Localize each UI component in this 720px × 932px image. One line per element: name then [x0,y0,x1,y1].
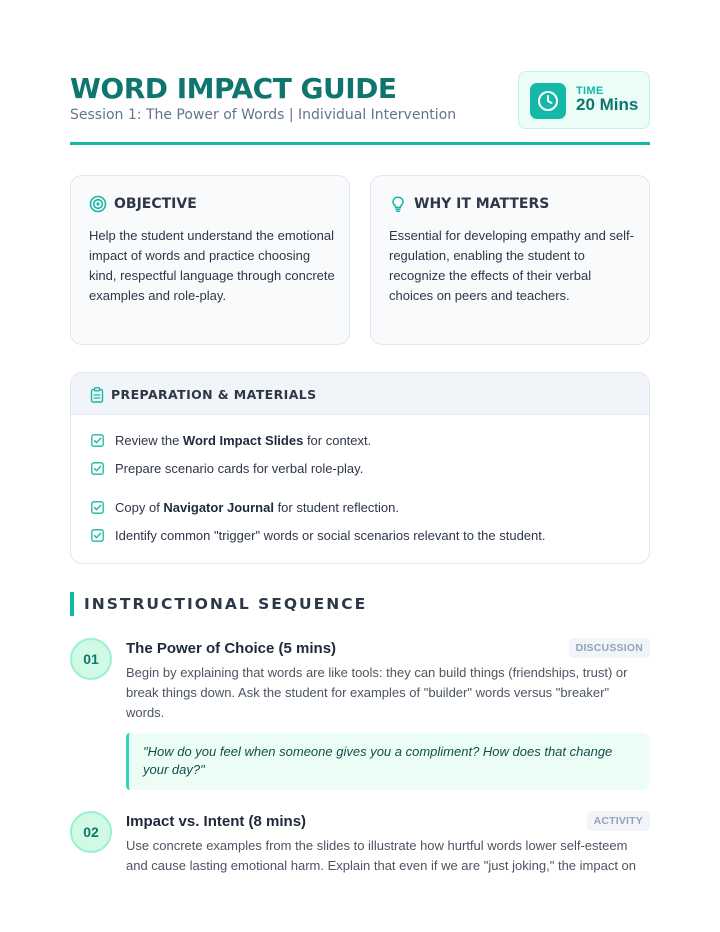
checklist-text: Identify common "trigger" words or social scenarios relevant to the student. [115,527,546,543]
target-icon [89,195,107,213]
step-type-tag: ACTIVITY [587,811,650,831]
why-text: Essential for developing empathy and self-regulation, enabling the student to recognize the effects of their verbal choices on peers and teachers. [389,228,634,303]
step-title: The Power of Choice (5 mins) [126,640,337,657]
clock-icon [530,83,566,119]
step-type-tag: DISCUSSION [569,638,650,658]
step-number-badge: 02 [70,811,112,853]
objective-text: Help the student understand the emotional impact of words and practice choosing kind, respectful language through concrete examples and role-play. [89,228,335,303]
step-description: Begin by explaining that words are like tools: they can build things (friendships, trust) or break things down. Ask the student for examples of "builder" words versus "breaker" words. [126,665,628,720]
checkbox-checked-icon [91,501,104,514]
preparation-title: PREPARATION & MATERIALS [111,387,317,402]
checkbox-checked-icon [91,529,104,542]
sequence-title: INSTRUCTIONAL SEQUENCE [84,595,368,613]
checklist-highlight: Word Impact Slides [182,432,304,448]
objective-card [70,175,350,345]
time-label: TIME [576,85,604,97]
step-title: Impact vs. Intent (8 mins) [126,813,307,830]
time-badge [518,71,650,129]
page-subtitle: Session 1: The Power of Words | Individual Intervention [70,107,457,123]
checklist-text: Prepare scenario cards for verbal role-play. [115,460,364,476]
why-title: WHY IT MATTERS [414,196,550,212]
checklist-item [91,526,546,544]
step-quote: "How do you feel when someone gives you a compliment? How does that change your day?" [126,733,650,790]
checklist-item [91,498,399,516]
preparation-panel [70,372,650,564]
lightbulb-icon [389,195,407,213]
checklist-text: for student reflection. [273,499,399,515]
why-card [370,175,650,345]
checklist-text: Copy of [115,499,164,515]
checklist-item [91,431,371,449]
step-number-badge: 01 [70,638,112,680]
checkbox-checked-icon [91,462,104,475]
objective-title: OBJECTIVE [114,196,197,212]
clipboard-icon [90,387,104,403]
step-description: Use concrete examples from the slides to illustrate how hurtful words lower self-esteem and cause lasting emotional harm. Explain that even if we are "just joking," the impact on [126,838,637,873]
preparation-header [71,373,649,415]
checklist-item [91,459,363,477]
checklist-text: Review the [115,432,183,448]
checklist-text: for context. [303,432,372,448]
checklist-highlight: Navigator Journal [163,499,274,515]
header-divider [70,142,650,145]
page-title: WORD IMPACT GUIDE [70,72,397,105]
checkbox-checked-icon [91,434,104,447]
section-accent-bar [70,592,74,616]
time-value: 20 Mins [576,95,639,114]
